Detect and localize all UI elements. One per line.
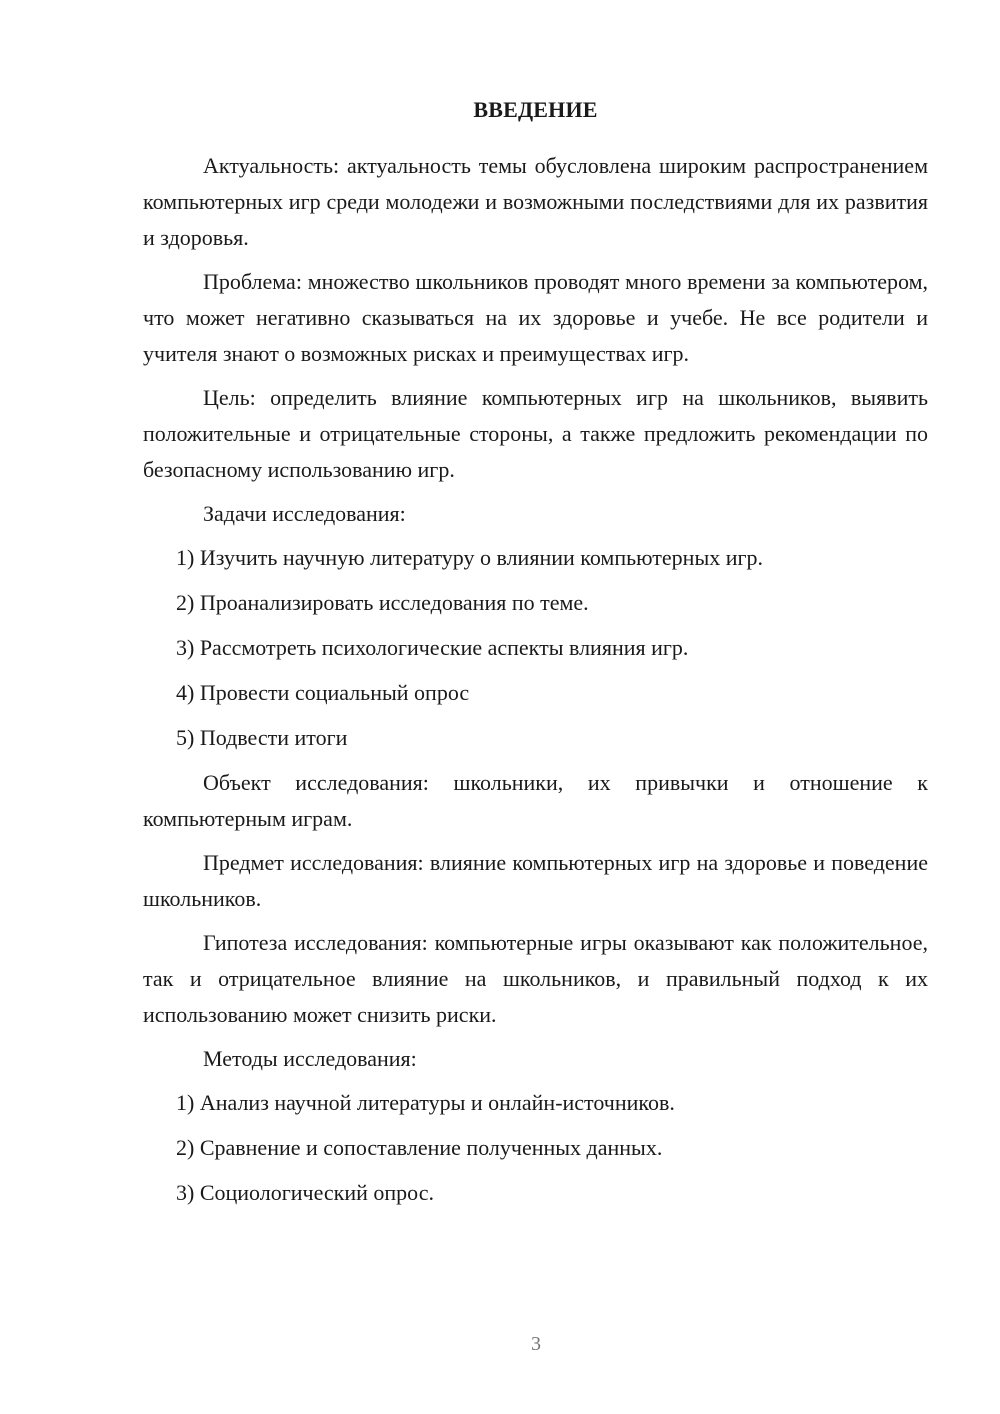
tasks-heading: Задачи исследования: bbox=[203, 501, 406, 526]
task-item: 4) Провести социальный опрос bbox=[176, 680, 470, 705]
goal-paragraph: Цель: определить влияние компьютерных игр на школьников, выявить положительные и отрицательные стороны, а также предложить рекомендации по безопасному использованию игр. bbox=[143, 385, 928, 482]
method-item: 1) Анализ научной литературы и онлайн-источников. bbox=[176, 1090, 675, 1115]
problem-paragraph: Проблема: множество школьников проводят много времени за компьютером, что может негативно сказываться на их здоровье и учебе. Не все родители и учителя знают о возможных рисках и преимуществах игр. bbox=[143, 269, 928, 366]
page-number: 3 bbox=[531, 1333, 541, 1355]
methods-heading: Методы исследования: bbox=[203, 1046, 417, 1071]
task-item: 1) Изучить научную литературу о влиянии компьютерных игр. bbox=[176, 545, 764, 570]
document-page bbox=[143, 92, 928, 1220]
task-item: 5) Подвести итоги bbox=[176, 725, 348, 750]
hypothesis-paragraph: Гипотеза исследования: компьютерные игры оказывают как положительное, так и отрицательное влияние на школьников, и правильный подход к их использованию может снизить риски. bbox=[143, 930, 928, 1027]
task-item: 2) Проанализировать исследования по теме. bbox=[176, 590, 589, 615]
method-item: 2) Сравнение и сопоставление полученных данных. bbox=[176, 1135, 663, 1160]
method-item: 3) Социологический опрос. bbox=[176, 1180, 434, 1205]
task-item: 3) Рассмотреть психологические аспекты влияния игр. bbox=[176, 635, 689, 660]
page-title: ВВЕДЕНИЕ bbox=[473, 97, 598, 122]
relevance-paragraph: Актуальность: актуальность темы обусловлена широким распространением компьютерных игр среди молодежи и возможными последствиями для их развития и здоровья. bbox=[143, 153, 928, 250]
subject-paragraph: Предмет исследования: влияние компьютерных игр на здоровье и поведение школьников. bbox=[143, 850, 928, 911]
object-paragraph: Объект исследования: школьники, их привычки и отношение к компьютерным играм. bbox=[143, 770, 928, 831]
